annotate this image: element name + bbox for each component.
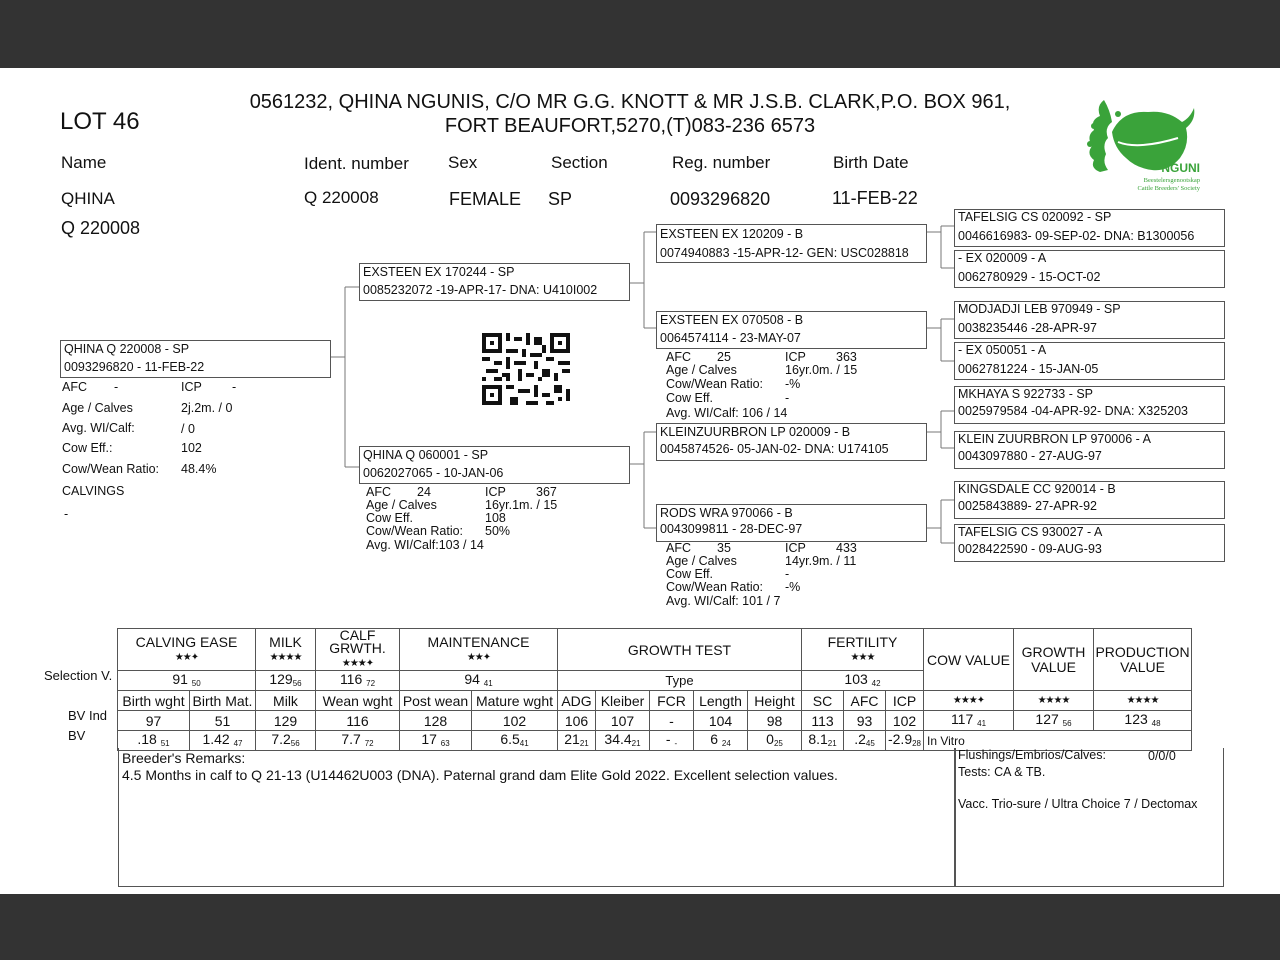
col-post-wean: Post wean [400,691,472,711]
g3-line-2: 0025979584 -04-APR-92- DNA: X325203 [958,404,1189,418]
side-info [954,748,1224,887]
col-fcr: FCR [650,691,694,711]
growth-value: 127 [1035,711,1059,727]
sel-calving-acc: 50 [191,679,201,688]
flush-label: Flushings/Embrios/Calves: [958,748,1106,762]
sire-dam-afc: 25 [717,350,731,364]
col-kleiber: Kleiber [596,691,650,711]
group-calf-growth: CALF GRWTH. [329,627,386,656]
group-maintenance: MAINTENANCE [427,633,530,650]
ind-cell: 104 [694,711,748,731]
group-fertility: FERTILITY [827,633,898,650]
bv-acc: - [674,739,678,748]
bv-acc: 56 [290,739,300,748]
sire-dam-eff-label: Cow Eff. [666,391,714,405]
bv-acc: 21 [827,739,837,748]
owner-line-1: 0561232, QHINA NGUNIS, C/O MR G.G. KNOTT & MR J.S.B. CLARK,P.O. BOX 961, [249,91,1011,113]
dam-dam-age-label: Age / Calves [666,554,737,568]
group-calving-ease: CALVING EASE [135,633,238,650]
bv-cell: 17 [421,731,437,747]
ind-cell: 106 [558,711,596,731]
sire-dam-cw: -% [785,377,801,391]
g3-line-1: MODJADJI LEB 970949 - SP [958,302,1121,316]
owner-line-2: FORT BEAUFORT,5270,(T)083-236 6573 [444,115,816,137]
sel-calf: 116 [339,671,363,687]
ind-cell: 128 [400,711,472,731]
sire-dam-eff: - [785,391,790,405]
sel-type: Type [558,671,802,691]
header-name: Name [61,153,107,172]
g3-line-1: - EX 020009 - A [958,251,1047,265]
subject-eff-label: Cow Eff.: [62,441,113,455]
g3-box-4 [954,342,1225,380]
sire-sire-line-2: 0074940883 -15-APR-12- GEN: USC028818 [660,246,909,260]
sire-dam-afc-label: AFC [666,350,691,364]
col-milk: Milk [256,691,316,711]
g3-line-1: TAFELSIG CS 020092 - SP [958,210,1112,224]
subject-age: 2j.2m. / 0 [181,401,233,415]
cow-value: 117 [950,711,974,727]
logo-brand: NGUNI [1161,161,1200,175]
subject-icp-label: ICP [181,380,202,394]
group-cow-value: COW VALUE [924,629,1014,691]
dam-sire-line-2: 0045874526- 05-JAN-02- DNA: U174105 [660,442,889,456]
selection-label: Selection V. [44,668,113,683]
g3-box-8 [954,524,1225,562]
sire-box [359,263,630,301]
dam-age: 16yr.1m. / 15 [485,498,558,512]
g3-box-1 [954,209,1225,247]
dam-sire-line-1: KLEINZUURBRON LP 020009 - B [660,425,851,439]
bv-ind-label: BV Ind [68,708,108,723]
g3-line-1: - EX 050051 - A [958,343,1047,357]
bv-cell: 8.1 [808,731,828,747]
animal-section: SP [548,189,573,209]
stars-production-value: ★★★★ [1094,691,1192,711]
sire-dam-icp-label: ICP [785,350,806,364]
sire-line-2: 0085232072 -19-APR-17- DNA: U410I002 [363,283,598,297]
sel-milk: 129 [269,671,293,687]
col-icp: ICP [886,691,924,711]
g3-line-2: 0062780929 - 15-OCT-02 [958,270,1101,284]
col-birth-wght: Birth wght [118,691,190,711]
dam-dam-eff-label: Cow Eff. [666,567,714,581]
bv-cell: 0 [766,731,774,747]
dam-dam-wi: Avg. WI/Calf: 101 / 7 [666,594,781,608]
group-growth-value: GROWTH VALUE [1014,629,1094,691]
sel-fert-acc: 42 [871,679,881,688]
dam-line-2: 0062027065 - 10-JAN-06 [363,466,504,480]
sire-dam-line-1: EXSTEEN EX 070508 - B [660,313,804,327]
ind-cell: 113 [802,711,844,731]
bv-cell: 34.4 [604,731,632,747]
header-ident: Ident. number [304,154,409,173]
subject-cw: 48.4% [181,462,217,476]
bv-cell: .18 [137,731,157,747]
dam-dam-icp: 433 [836,541,857,555]
group-milk: MILK [269,633,302,650]
dam-cw: 50% [485,524,511,538]
stars-calving: ★★✦ [174,651,199,663]
bv-cell: -2.9 [887,731,913,747]
bv-cell: 1.42 [202,731,230,747]
dam-dam-cw-label: Cow/Wean Ratio: [666,580,764,594]
ind-cell: 129 [256,711,316,731]
dam-dam-cw: -% [785,580,801,594]
ind-cell: 51 [190,711,256,731]
bv-cell: 6.5 [500,731,520,747]
sel-milk-acc: 56 [292,679,302,688]
sire-dam-wi: Avg. WI/Calf: 106 / 14 [666,406,788,420]
bv-label: BV [68,728,86,743]
ind-cell: 102 [472,711,558,731]
dam-dam-line-1: RODS WRA 970066 - B [660,506,793,520]
logo-sub-1: Beestelersgenootskap [1143,177,1200,184]
flush-value: 0/0/0 [1148,749,1176,763]
sel-fert: 103 [844,671,868,687]
header-reg: Reg. number [672,153,771,172]
qr-code [482,332,570,406]
g3-line-2: 0046616983- 09-SEP-02- DNA: B1300056 [958,229,1195,243]
logo-sub-2: Cattle Breeders' Society [1137,185,1200,192]
sire-line-1: EXSTEEN EX 170244 - SP [363,265,515,279]
dam-line-1: QHINA Q 060001 - SP [363,448,489,462]
bv-cell: .2 [854,731,866,747]
sel-calf-acc: 72 [366,679,376,688]
dam-eff-label: Cow Eff. [366,511,414,525]
animal-birth: 11-FEB-22 [832,188,918,208]
dam-dam-afc: 35 [717,541,731,555]
ind-cell: 102 [886,711,924,731]
bv-cell: 6 [710,731,718,747]
col-wean-wght: Wean wght [316,691,400,711]
dam-sire-box [656,423,927,461]
g3-line-1: KINGSDALE CC 920014 - B [958,482,1116,496]
animal-reg: 0093296820 [670,189,771,209]
g3-line-1: TAFELSIG CS 930027 - A [958,525,1103,539]
g3-line-1: MKHAYA S 922733 - SP [958,387,1094,401]
sire-dam-line-2: 0064574114 - 23-MAY-07 [660,331,801,345]
header-sex: Sex [448,153,478,172]
calvings-label: CALVINGS [62,484,125,498]
dam-dam-afc-label: AFC [666,541,691,555]
subject-line-2: 0093296820 - 11-FEB-22 [64,360,205,374]
bv-acc: 72 [364,739,374,748]
g3-line-2: 0028422590 - 09-AUG-93 [958,542,1102,556]
bv-cell: 7.2 [271,731,291,747]
dam-box [359,446,630,484]
dam-afc-label: AFC [366,485,391,499]
g3-line-2: 0025843889- 27-APR-92 [958,499,1097,513]
bv-cell: - [665,731,671,747]
subject-afc-label: AFC [62,380,87,394]
group-production-value: PRODUCTION VALUE [1094,629,1192,691]
bv-acc: 51 [160,739,170,748]
animal-ident: Q 220008 [304,188,379,207]
animal-name: QHINA [61,189,115,208]
g3-line-2: 0038235446 -28-APR-97 [958,321,1097,335]
dam-age-label: Age / Calves [366,498,437,512]
animal-name-2: Q 220008 [61,218,141,238]
subject-wi-label: Avg. WI/Calf: [62,421,135,435]
g3-box-7 [954,481,1225,519]
subject-afc: - [114,380,119,394]
stars-calf: ★★★✦ [341,658,374,669]
col-height: Height [748,691,802,711]
dam-cw-label: Cow/Wean Ratio: [366,524,464,538]
sire-sire-box [656,224,927,263]
production-value: 123 [1124,711,1148,727]
production-value-acc: 48 [1151,719,1161,728]
subject-wi: / 0 [181,422,195,436]
sire-dam-icp: 363 [836,350,857,364]
stars-growth-value: ★★★★ [1014,691,1094,711]
remarks-text: 4.5 Months in calf to Q 21-13 (U14462U003 (DNA). Paternal grand dam Elite Gold 2022. Excellent selection values. [122,767,838,783]
g3-box-6 [954,431,1225,469]
dam-dam-line-2: 0043099811 - 28-DEC-97 [660,522,803,536]
cow-value-acc: 41 [977,719,987,728]
animal-sex: FEMALE [449,189,522,209]
dam-icp: 367 [536,485,557,499]
sire-sire-line-1: EXSTEEN EX 120209 - B [660,227,804,241]
sire-dam-age: 16yr.0m. / 15 [785,363,858,377]
bv-acc: 47 [233,739,243,748]
g3-box-2 [954,250,1225,288]
ind-cell: 97 [118,711,190,731]
calvings-value: - [64,507,69,521]
subject-icp: - [232,380,237,394]
bv-acc: 63 [440,739,450,748]
dam-dam-icp-label: ICP [785,541,806,555]
subject-eff: 102 [181,441,202,455]
growth-value-acc: 56 [1062,719,1072,728]
g3-line-2: 0043097880 - 27-AUG-97 [958,449,1102,463]
dam-dam-age: 14yr.9m. / 11 [785,554,857,568]
lot-number: LOT 46 [60,108,140,135]
remarks-label: Breeder's Remarks: [122,750,246,766]
dam-eff: 108 [485,511,506,525]
col-afc: AFC [844,691,886,711]
dam-icp-label: ICP [485,485,506,499]
bv-acc: 21 [579,739,589,748]
ind-cell: 107 [596,711,650,731]
sire-dam-cw-label: Cow/Wean Ratio: [666,377,764,391]
col-mature-wght: Mature wght [472,691,558,711]
pedigree-page [0,68,1280,894]
group-growth-test: GROWTH TEST [558,629,802,671]
breeder-remarks [118,748,956,887]
stars-cow-value: ★★★✦ [924,691,1014,711]
sel-maint-acc: 41 [483,679,493,688]
header-birth: Birth Date [833,153,909,172]
g3-line-2: 0062781224 - 15-JAN-05 [958,362,1099,376]
sire-dam-box [656,311,927,349]
subject-line-1: QHINA Q 220008 - SP [64,342,190,356]
dam-afc: 24 [417,485,431,499]
ind-cell: 98 [748,711,802,731]
bv-acc: 45 [865,739,875,748]
col-adg: ADG [558,691,596,711]
bv-acc: 25 [773,739,783,748]
bv-acc: 41 [519,739,529,748]
col-sc: SC [802,691,844,711]
dam-dam-box [656,504,927,542]
in-vitro: In Vitro [924,731,1192,751]
ind-cell: - [650,711,694,731]
dam-wi: Avg. WI/Calf:103 / 14 [366,538,484,552]
bv-acc: 28 [912,739,922,748]
ind-cell: 93 [844,711,886,731]
dam-dam-eff: - [785,567,790,581]
g3-box-5 [954,386,1225,424]
col-length: Length [694,691,748,711]
stars-fert: ★★★ [850,651,875,663]
stars-milk: ★★★★ [269,651,302,663]
bv-cell: 7.7 [341,731,361,747]
bv-acc: 21 [631,739,641,748]
bv-cell: 21 [564,731,580,747]
breeding-values-table [117,628,1192,751]
g3-box-3 [954,301,1225,339]
sire-dam-age-label: Age / Calves [666,363,737,377]
bv-acc: 24 [721,739,731,748]
sel-maint: 94 [464,671,480,687]
subject-box [60,340,331,378]
stars-maint: ★★✦ [466,651,491,663]
ind-cell: 116 [316,711,400,731]
sel-calving: 91 [172,671,188,687]
subject-age-label: Age / Calves [62,401,133,415]
vaccinations: Vacc. Trio-sure / Ultra Choice 7 / Dectomax [958,797,1198,811]
g3-line-1: KLEIN ZUURBRON LP 970006 - A [958,432,1151,446]
subject-cw-label: Cow/Wean Ratio: [62,462,160,476]
header-section: Section [551,153,608,172]
col-birth-mat: Birth Mat. [190,691,256,711]
tests: Tests: CA & TB. [958,765,1046,779]
